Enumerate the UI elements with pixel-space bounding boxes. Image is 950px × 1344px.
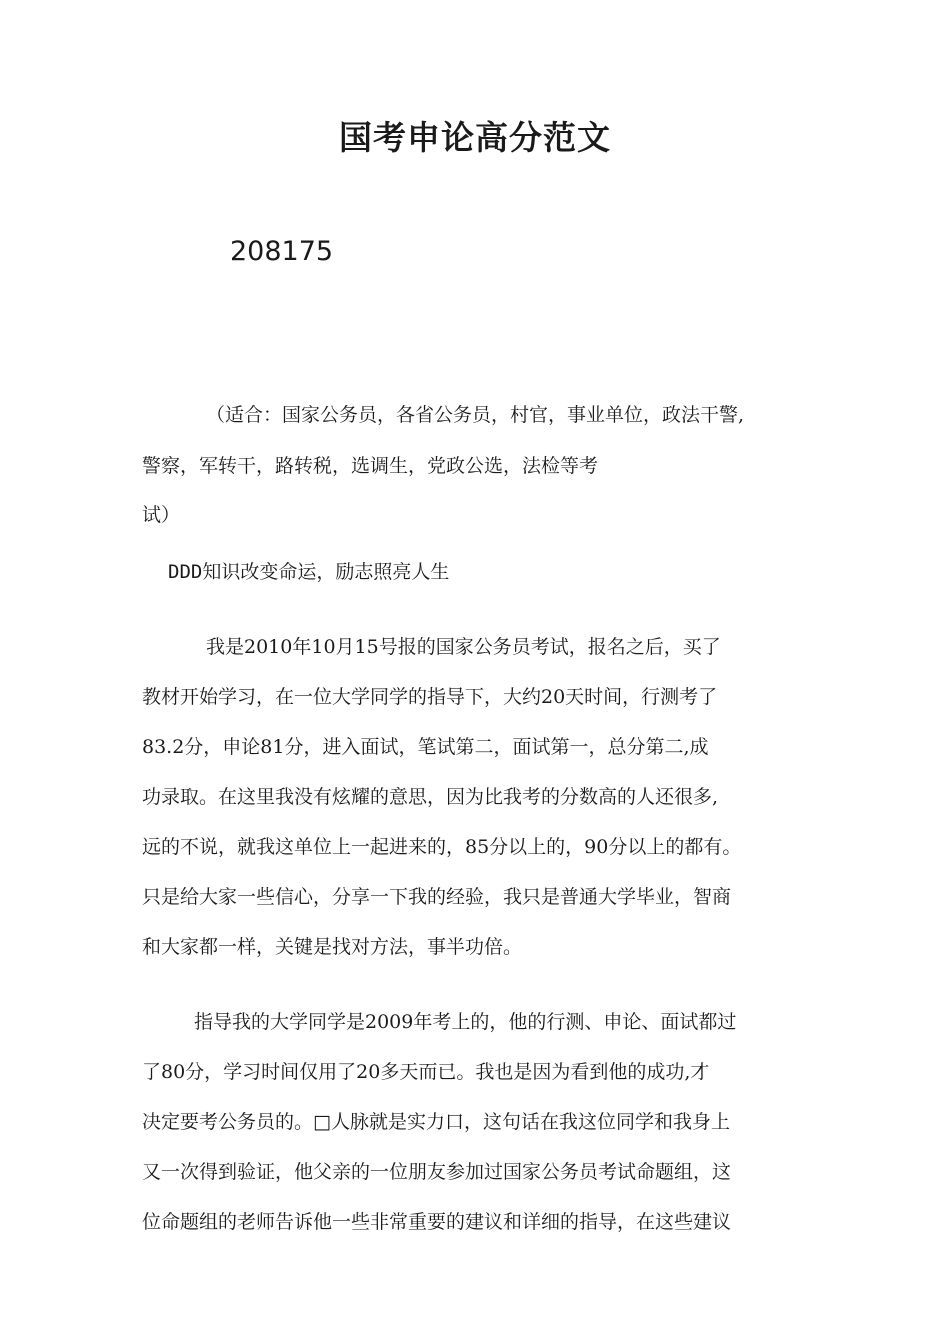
applicable-line-2: 警察，军转干，路转税，选调生，党政公选，法检等考: [142, 455, 599, 477]
paragraph2-line-3: 决定要考公务员的。□人脉就是实力口，这句话在我这位同学和我身上: [142, 1111, 730, 1133]
paragraph1-line-3: 83.2分，申论81分，进入面试，笔试第二，面试第一，总分第二,成: [142, 736, 709, 758]
slogan: [168, 563, 449, 582]
paragraph2-line-4: 又一次得到验证，他父亲的一位朋友参加过国家公务员考试命题组，这: [142, 1161, 732, 1183]
document-title: 国考申论高分范文: [339, 118, 611, 157]
paragraph1-line-1: 我是2010年10月15号报的国家公务员考试，报名之后，买了: [206, 636, 721, 658]
slogan-prefix: DDD: [168, 561, 203, 583]
paragraph2-line-1: 指导我的大学同学是2009年考上的，他的行测、申论、面试都过: [194, 1011, 737, 1033]
slogan-text: 知识改变命运，励志照亮人生: [202, 561, 450, 583]
paragraph1-line-4: 功录取。在这里我没有炫耀的意思，因为比我考的分数高的人还很多,: [142, 786, 719, 808]
document-code: 208175: [230, 236, 334, 267]
applicable-line-3: 试）: [142, 504, 181, 526]
applicable-line-1: （适合：国家公务员，各省公务员，村官，事业单位，政法干警,: [206, 404, 745, 426]
paragraph1-line-2: 教材开始学习，在一位大学同学的指导下，大约20天时间，行测考了: [142, 686, 718, 708]
paragraph1-line-6: 只是给大家一些信心，分享一下我的经验，我只是普通大学毕业，智商: [142, 886, 732, 908]
paragraph1-line-5: 远的不说，就我这单位上一起进来的，85分以上的，90分以上的都有。: [142, 836, 742, 858]
paragraph2-line-5: 位命题组的老师告诉他一些非常重要的建议和详细的指导，在这些建议: [142, 1211, 732, 1233]
paragraph1-line-7: 和大家都一样，关键是找对方法，事半功倍。: [142, 936, 523, 958]
paragraph2-line-2: 了80分，学习时间仅用了20多天而已。我也是因为看到他的成功,才: [142, 1061, 710, 1083]
